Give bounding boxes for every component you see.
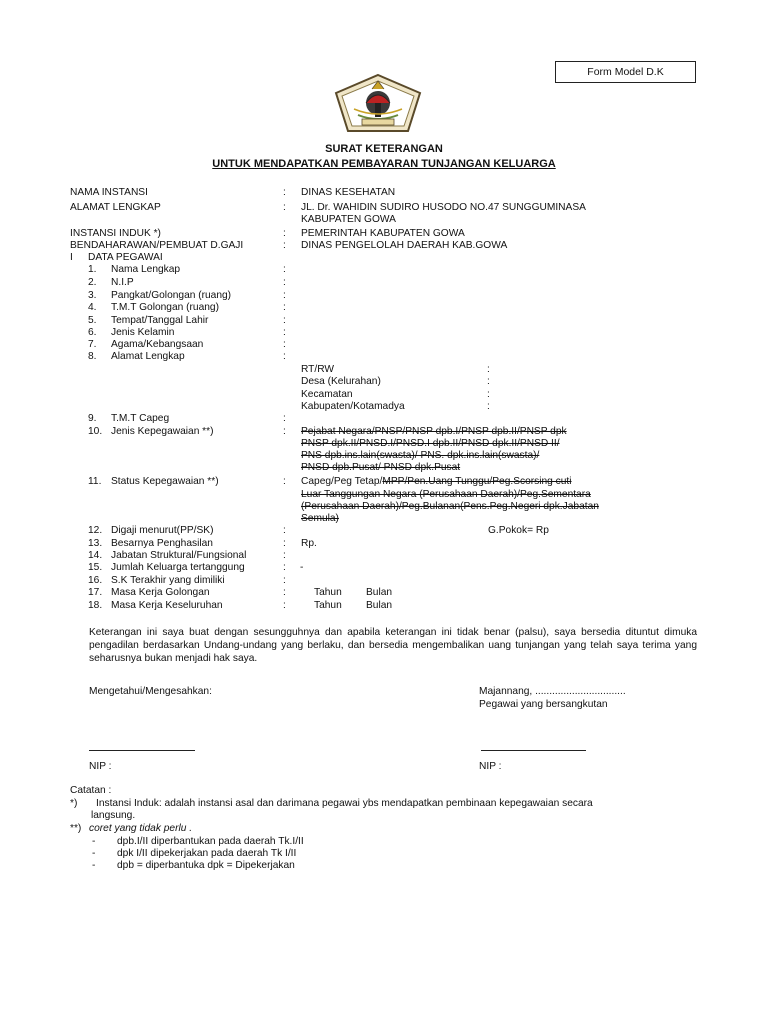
item-value-bulan: Bulan <box>366 600 393 611</box>
item-num: 8. <box>88 351 97 362</box>
colon: : <box>283 525 286 536</box>
statement-paragraph: Keterangan ini saya buat dengan sesungguhnya dan apabila keterangan ini tidak benar (palsu), saya bersedia dituntut dimuka pengadilan berdasarkan Undang-undang yang berlaku, dan bersedia mengembalikan uang tunjangan yang telah saya terima yang seharusnya bukan menjadi hak saya. <box>89 627 697 664</box>
section-label: DATA PEGAWAI <box>88 252 163 263</box>
colon: : <box>283 426 286 437</box>
note1-text: Instansi Induk: adalah instansi asal dan darimana pegawai ybs mendapatkan pembinaan kepegawaian secara <box>96 798 593 809</box>
colon: : <box>283 202 286 213</box>
form-model-box <box>555 61 696 83</box>
item-value-tahun: Tahun <box>314 600 342 611</box>
bendaharawan-label: BENDAHARAWAN/PEMBUAT D.GAJI <box>70 240 244 251</box>
colon: : <box>283 587 286 598</box>
signature-line-right <box>481 750 586 751</box>
colon: : <box>283 413 286 424</box>
bullet-dash: - <box>92 848 96 859</box>
colon: : <box>283 327 286 338</box>
colon: : <box>283 277 286 288</box>
colon: : <box>283 187 286 198</box>
instansi-induk-value: PEMERINTAH KABUPATEN GOWA <box>301 228 465 239</box>
item-num: 7. <box>88 339 97 350</box>
bendaharawan-value: DINAS PENGELOLAH DAERAH KAB.GOWA <box>301 240 508 251</box>
item-num: 15. <box>88 562 103 573</box>
item-label: Alamat Lengkap <box>111 351 185 362</box>
sign-left-label: Mengetahui/Mengesahkan: <box>89 686 212 697</box>
item-num: 16. <box>88 575 103 586</box>
item-num: 18. <box>88 600 103 611</box>
colon: : <box>283 550 286 561</box>
colon: : <box>283 240 286 251</box>
status-option-line: Luar Tanggungan Negara (Perusahaan Daerah)/Peg.Sementara <box>301 489 591 500</box>
status-kepegawaian-options <box>301 476 572 488</box>
item-label: Tempat/Tanggal Lahir <box>111 315 209 326</box>
colon: : <box>283 228 286 239</box>
item-label: Jenis Kelamin <box>111 327 175 338</box>
item-value: Rp. <box>301 538 317 549</box>
form-model-label: Form Model D.K <box>587 66 664 78</box>
item-num: 13. <box>88 538 103 549</box>
alamat-lengkap-value-2: KABUPATEN GOWA <box>301 214 396 225</box>
item-label: Masa Kerja Golongan <box>111 587 210 598</box>
colon: : <box>283 562 286 573</box>
note2-text: coret yang tidak perlu . <box>89 823 193 834</box>
item-label: Jabatan Struktural/Fungsional <box>111 550 247 561</box>
jenis-kepegawaian-option-line: PNS dpb.ins.lain(swasta)/ PNS. dpk.ins.lain(swasta)/ <box>301 450 540 461</box>
item-num: 17. <box>88 587 103 598</box>
nip-left: NIP : <box>89 761 112 772</box>
section-roman: I <box>70 252 73 263</box>
item-label: N.I.P <box>111 277 134 288</box>
colon: : <box>283 575 286 586</box>
address-sub-label: RT/RW <box>301 364 335 375</box>
notes-title: Catatan : <box>70 785 112 796</box>
item-label: Agama/Kebangsaan <box>111 339 204 350</box>
signature-line-left <box>89 750 195 751</box>
item-value: - <box>300 562 304 573</box>
instansi-induk-label: INSTANSI INDUK *) <box>70 228 161 239</box>
item-label: Besarnya Penghasilan <box>111 538 213 549</box>
bullet-item: dpk I/II dipekerjakan pada daerah Tk I/II <box>117 848 297 859</box>
regency-emblem-icon <box>328 73 428 135</box>
note2-mark: **) <box>70 823 82 834</box>
item-label: Status Kepegawaian **) <box>111 476 219 487</box>
item-value-bulan: Bulan <box>366 587 393 598</box>
item-value-tahun: Tahun <box>314 587 342 598</box>
alamat-lengkap-value: JL. Dr. WAHIDIN SUDIRO HUSODO NO.47 SUNGGUMINASA <box>301 202 586 213</box>
item-label: T.M.T Capeg <box>111 413 170 424</box>
item-num: 2. <box>88 277 97 288</box>
address-sub-label: Kabupaten/Kotamadya <box>301 401 405 412</box>
colon: : <box>283 290 286 301</box>
item-num: 3. <box>88 290 97 301</box>
note1-text-cont: langsung. <box>91 810 136 821</box>
colon: : <box>283 302 286 313</box>
nama-instansi-label: NAMA INSTANSI <box>70 187 148 198</box>
item-label: Jumlah Keluarga tertanggung <box>111 562 245 573</box>
status-option-line: (Perusahaan Daerah)/Peg.Bulanan(Pens.Peg.Negeri dpk.Jabatan <box>301 501 599 512</box>
bullet-dash: - <box>92 836 96 847</box>
item-label: Jenis Kepegawaian **) <box>111 426 214 437</box>
sign-place-date: Majannang, ................................ <box>479 686 626 697</box>
bullet-item: dpb.I/II diperbantukan pada daerah Tk.I/II <box>117 836 304 847</box>
colon: : <box>487 401 490 412</box>
colon: : <box>283 315 286 326</box>
item-num: 4. <box>88 302 97 313</box>
item-num: 5. <box>88 315 97 326</box>
item-num: 10. <box>88 426 103 437</box>
item-num: 9. <box>88 413 97 424</box>
colon: : <box>487 364 490 375</box>
item-label: S.K Terakhir yang dimiliki <box>111 575 225 586</box>
document-subtitle: UNTUK MENDAPATKAN PEMBAYARAN TUNJANGAN KELUARGA <box>212 158 556 170</box>
item-num: 12. <box>88 525 103 536</box>
address-sub-label: Kecamatan <box>301 389 353 400</box>
colon: : <box>283 264 286 275</box>
bullet-dash: - <box>92 860 96 871</box>
colon: : <box>487 389 490 400</box>
status-option-line: Semula) <box>301 513 339 524</box>
item-label: Masa Kerja Keseluruhan <box>111 600 223 611</box>
item-label: T.M.T Golongan (ruang) <box>111 302 219 313</box>
document-title: SURAT KETERANGAN <box>325 143 443 155</box>
colon: : <box>487 376 490 387</box>
item-num: 14. <box>88 550 103 561</box>
item-num: 6. <box>88 327 97 338</box>
nip-right: NIP : <box>479 761 502 772</box>
item-num: 11. <box>88 476 102 487</box>
note1-mark: *) <box>70 798 78 809</box>
alamat-lengkap-label: ALAMAT LENGKAP <box>70 202 161 213</box>
nama-instansi-value: DINAS KESEHATAN <box>301 187 396 198</box>
item-label: Pangkat/Golongan (ruang) <box>111 290 232 301</box>
bullet-item: dpb = diperbantuka dpk = Dipekerjakan <box>117 860 295 871</box>
colon: : <box>283 600 286 611</box>
colon: : <box>283 351 286 362</box>
item-label: Digaji menurut(PP/SK) <box>111 525 214 536</box>
jenis-kepegawaian-option-line: Pejabat Negara/PNSP/PNSP dpb.I/PNSP dpb.II/PNSP dpk <box>301 426 567 437</box>
colon: : <box>283 476 286 487</box>
sign-right-label: Pegawai yang bersangkutan <box>479 699 608 710</box>
colon: : <box>283 339 286 350</box>
item-label: Nama Lengkap <box>111 264 181 275</box>
gaji-pokok: G.Pokok= Rp <box>488 525 549 536</box>
status-selected: Capeg/Peg Tetap/ <box>301 476 383 487</box>
item-num: 1. <box>88 264 97 275</box>
jenis-kepegawaian-option-line: PNSP dpk.II/PNSD.I/PNSD.I dpb.II/PNSD dpk.II/PNSD II/ <box>301 438 560 449</box>
jenis-kepegawaian-option-line: PNSD dpb.Pusat/ PNSD dpk.Pusat <box>301 462 461 473</box>
colon: : <box>283 538 286 549</box>
status-struck: MPP/Pen.Uang Tunggu/Peg.Scorsing cuti <box>382 476 572 487</box>
address-sub-label: Desa (Kelurahan) <box>301 376 381 387</box>
